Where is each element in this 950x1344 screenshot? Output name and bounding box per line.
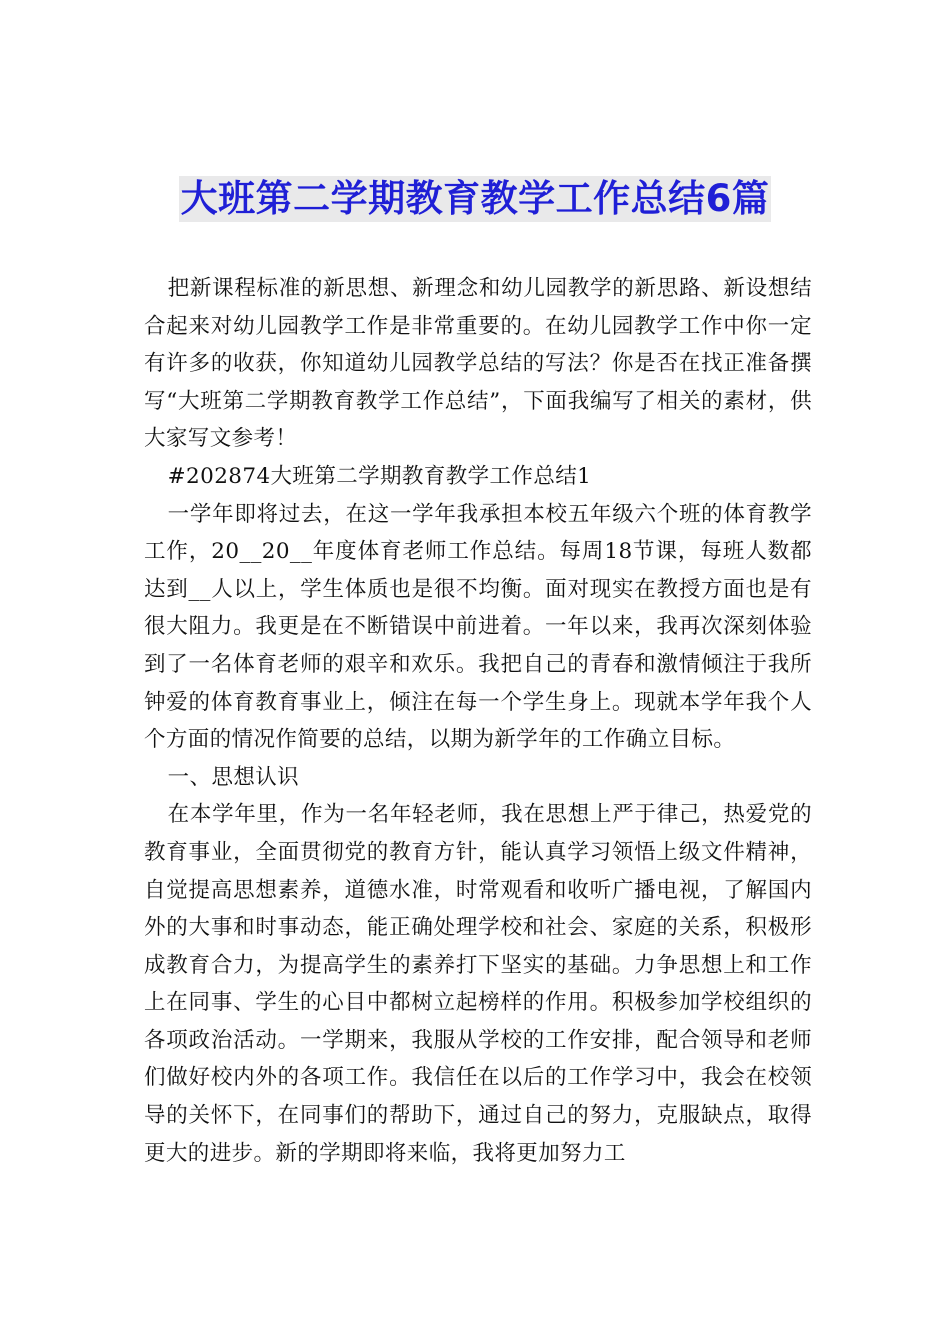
- document-title: 大班第二学期教育教学工作总结6篇: [180, 177, 770, 220]
- body-paragraph: 在本学年里，作为一名年轻老师，我在思想上严于律己，热爱党的教育事业，全面贯彻党的教育方针，能认真学习领悟上级文件精神，自觉提高思想素养，道德水准，时常观看和收听广播电视，了解国内外的大事和时事动态，能正确处理学校和社会、家庭的关系，积极形成教育合力，为提高学生的素养打下坚实的基础。力争思想上和工作上在同事、学生的心目中都树立起榜样的作用。积极参加学校组织的各项政治活动。一学期来，我服从学校的工作安排，配合领导和老师们做好校内外的各项工作。我信任在以后的工作学习中，我会在校领导的关怀下，在同事们的帮助下，通过自己的努力，克服缺点，取得更大的进步。新的学期即将来临，我将更加努力工: [144, 802, 812, 1166]
- title-container: [0, 176, 950, 222]
- document-body: [144, 270, 812, 1172]
- subheading-thought: 一、思想认识: [167, 764, 300, 790]
- body-paragraph: 一学年即将过去，在这一学年我承担本校五年级六个班的体育教学工作，20__20__年度体育老师工作总结。每周18节课，每班人数都达到__人以上，学生体质也是很不均衡。面对现实在教授方面也是有很大阻力。我更是在不断错误中前进着。一年以来，我再次深刻体验到了一名体育老师的艰辛和欢乐。我把自己的青春和激情倾注于我所钟爱的体育教育事业上，倾注在每一个学生身上。现就本学年我个人个方面的情况作简要的总结，以期为新学年的工作确立目标。: [144, 501, 812, 753]
- section-heading-article-1: #202874大班第二学期教育教学工作总结1: [167, 463, 592, 489]
- intro-paragraph: 把新课程标准的新思想、新理念和幼儿园教学的新思路、新设想结合起来对幼儿园教学工作是非常重要的。在幼儿园教学工作中你一定有许多的收获，你知道幼儿园教学总结的写法？你是否在找正准备撰写“大班第二学期教育教学工作总结”，下面我编写了相关的素材，供大家写文参考！: [144, 276, 812, 452]
